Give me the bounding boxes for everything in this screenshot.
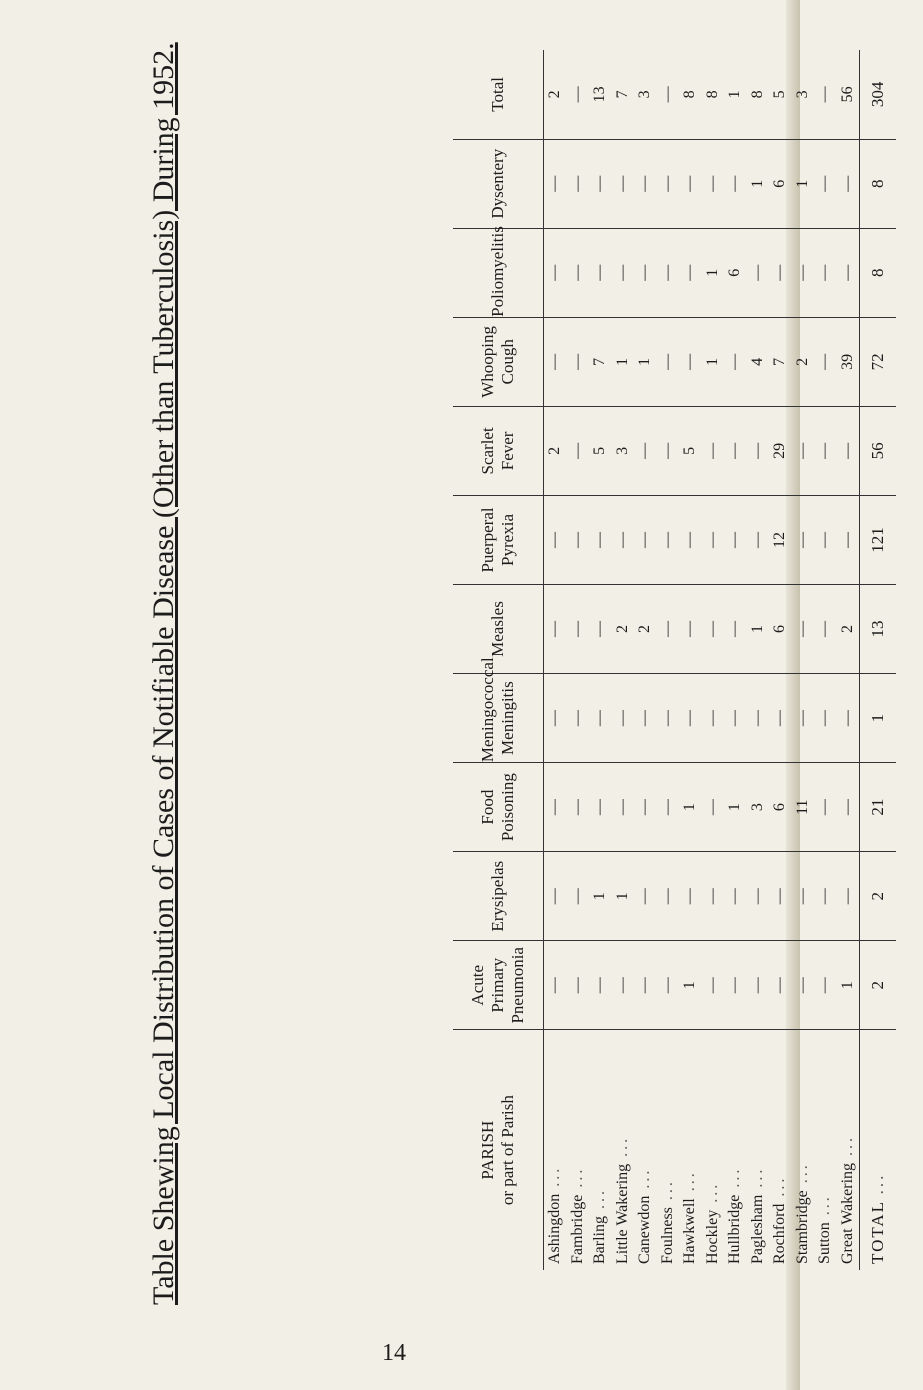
case-count-cell: 6 <box>724 228 747 317</box>
case-count-cell: — <box>837 406 860 495</box>
case-count-cell: 5 <box>589 406 612 495</box>
case-count-cell: — <box>567 763 590 852</box>
parish-name: Sutton ... <box>816 1194 834 1264</box>
case-count-cell: 1 <box>702 228 725 317</box>
case-count-cell: — <box>814 941 837 1030</box>
case-count-cell: 39 <box>837 317 860 406</box>
case-count-cell: — <box>747 852 770 941</box>
case-count-cell: — <box>544 317 567 406</box>
case-count-cell: — <box>567 317 590 406</box>
case-count-cell: 1 <box>724 50 747 139</box>
case-count-cell: — <box>567 674 590 763</box>
case-count-cell: 13 <box>589 50 612 139</box>
case-count-cell: — <box>567 495 590 584</box>
case-count-cell: — <box>589 585 612 674</box>
parish-name: Hawkwell ... <box>681 1170 699 1264</box>
case-count-cell: — <box>792 406 815 495</box>
case-count-cell: — <box>657 228 680 317</box>
table-row <box>837 50 860 1270</box>
case-count-cell: — <box>724 674 747 763</box>
case-count-cell: — <box>657 674 680 763</box>
case-count-cell: — <box>679 139 702 228</box>
table-row <box>567 50 590 1270</box>
case-count-cell: — <box>544 495 567 584</box>
case-count-cell: — <box>724 317 747 406</box>
case-count-cell: — <box>589 763 612 852</box>
case-count-cell: — <box>544 941 567 1030</box>
case-count-cell: 2 <box>792 317 815 406</box>
header-meningitis: Meningococcal Meningitis <box>453 674 544 763</box>
total-cell: 2 <box>860 941 897 1030</box>
case-count-cell: 1 <box>702 317 725 406</box>
parish-name: Great Wakering ... <box>838 1134 856 1264</box>
case-count-cell: 7 <box>769 317 792 406</box>
total-cell: 2 <box>860 852 897 941</box>
header-food-poisoning: Food Poisoning <box>453 763 544 852</box>
parish-name: Canewdon ... <box>636 1167 654 1264</box>
case-count-cell: — <box>589 941 612 1030</box>
case-count-cell: — <box>679 674 702 763</box>
case-count-cell: 56 <box>837 50 860 139</box>
case-count-cell: — <box>567 852 590 941</box>
case-count-cell: — <box>747 406 770 495</box>
case-count-cell: 6 <box>769 139 792 228</box>
parish-name: Rochford ... <box>771 1175 789 1264</box>
case-count-cell: — <box>544 852 567 941</box>
case-count-cell: — <box>679 585 702 674</box>
case-count-cell: — <box>612 941 635 1030</box>
case-count-cell: — <box>567 941 590 1030</box>
case-count-cell: 1 <box>747 139 770 228</box>
case-count-cell: — <box>544 139 567 228</box>
case-count-cell: — <box>679 317 702 406</box>
total-label: TOTAL ... <box>860 1030 897 1270</box>
table-row <box>612 50 635 1270</box>
total-cell: 21 <box>860 763 897 852</box>
case-count-cell: 8 <box>702 50 725 139</box>
case-count-cell: — <box>747 228 770 317</box>
case-count-cell: — <box>544 585 567 674</box>
case-count-cell: — <box>724 852 747 941</box>
case-count-cell: — <box>612 495 635 584</box>
table-row <box>792 50 815 1270</box>
parish-name: Stambridge ... <box>793 1162 811 1264</box>
page-title: Table Shewing Local Distribution of Cases of Notifiable Disease (Other than Tuberculosis) During 1952. <box>147 42 180 1305</box>
case-count-cell: — <box>589 495 612 584</box>
case-count-cell: — <box>612 763 635 852</box>
case-count-cell: 1 <box>792 139 815 228</box>
case-count-cell: — <box>634 852 657 941</box>
case-count-cell: — <box>634 228 657 317</box>
case-count-cell: 1 <box>837 941 860 1030</box>
parish-name: Foulness ... <box>658 1179 676 1264</box>
case-count-cell: 11 <box>792 763 815 852</box>
case-count-cell: — <box>769 228 792 317</box>
case-count-cell: 2 <box>544 406 567 495</box>
header-erysipelas: Erysipelas <box>453 852 544 941</box>
case-count-cell: — <box>814 585 837 674</box>
case-count-cell: 1 <box>634 317 657 406</box>
total-cell: 304 <box>860 50 897 139</box>
case-count-cell: — <box>837 228 860 317</box>
header-total: Total <box>453 50 544 139</box>
case-count-cell: — <box>702 674 725 763</box>
table-row <box>679 50 702 1270</box>
case-count-cell: — <box>567 50 590 139</box>
total-cell: 121 <box>860 495 897 584</box>
table-row <box>589 50 612 1270</box>
table-row <box>657 50 680 1270</box>
total-cell: 1 <box>860 674 897 763</box>
table-row <box>747 50 770 1270</box>
case-count-cell: — <box>657 585 680 674</box>
table-row <box>634 50 657 1270</box>
case-count-cell: — <box>702 585 725 674</box>
case-count-cell: — <box>612 674 635 763</box>
total-cell: 72 <box>860 317 897 406</box>
case-count-cell: — <box>724 139 747 228</box>
parish-name: Paglesham ... <box>748 1166 766 1264</box>
case-count-cell: — <box>634 406 657 495</box>
case-count-cell: — <box>747 941 770 1030</box>
case-count-cell: — <box>837 495 860 584</box>
parish-name: Ashingdon ... <box>546 1165 564 1264</box>
table-row <box>814 50 837 1270</box>
case-count-cell: 3 <box>792 50 815 139</box>
case-count-cell: — <box>544 228 567 317</box>
case-count-cell: — <box>814 406 837 495</box>
case-count-cell: — <box>567 228 590 317</box>
case-count-cell: 1 <box>724 763 747 852</box>
case-count-cell: — <box>702 406 725 495</box>
header-acute-pneumonia: Acute Primary Pneumonia <box>453 941 544 1030</box>
case-count-cell: — <box>589 139 612 228</box>
case-count-cell: 7 <box>589 317 612 406</box>
case-count-cell: 12 <box>769 495 792 584</box>
case-count-cell: — <box>702 139 725 228</box>
case-count-cell: — <box>634 495 657 584</box>
case-count-cell: — <box>544 674 567 763</box>
case-count-cell: — <box>634 674 657 763</box>
case-count-cell: — <box>634 763 657 852</box>
case-count-cell: — <box>837 763 860 852</box>
case-count-cell: — <box>634 139 657 228</box>
case-count-cell: — <box>634 941 657 1030</box>
case-count-cell: — <box>814 139 837 228</box>
case-count-cell: — <box>702 495 725 584</box>
case-count-cell: 1 <box>612 317 635 406</box>
table-row <box>702 50 725 1270</box>
case-count-cell: — <box>814 50 837 139</box>
header-dysentery: Dysentery <box>453 139 544 228</box>
parish-name: Little Wakering ... <box>613 1135 631 1264</box>
disease-distribution-table <box>453 50 923 1270</box>
case-count-cell: 3 <box>747 763 770 852</box>
case-count-cell: — <box>814 228 837 317</box>
case-count-cell: — <box>679 495 702 584</box>
case-count-cell: — <box>837 139 860 228</box>
case-count-cell: 2 <box>837 585 860 674</box>
case-count-cell: — <box>792 228 815 317</box>
total-cell: 8 <box>860 228 897 317</box>
case-count-cell: 1 <box>589 852 612 941</box>
case-count-cell: 2 <box>612 585 635 674</box>
case-count-cell: 2 <box>634 585 657 674</box>
case-count-cell: — <box>657 50 680 139</box>
case-count-cell: — <box>769 852 792 941</box>
case-count-cell: — <box>792 941 815 1030</box>
case-count-cell: — <box>702 763 725 852</box>
table-row <box>544 50 567 1270</box>
case-count-cell: — <box>657 852 680 941</box>
case-count-cell: — <box>657 139 680 228</box>
case-count-cell: — <box>837 674 860 763</box>
case-count-cell: — <box>657 317 680 406</box>
total-cell: 8 <box>860 139 897 228</box>
table-body <box>544 50 897 1270</box>
total-row <box>860 50 897 1270</box>
case-count-cell: 5 <box>769 50 792 139</box>
table-row <box>724 50 747 1270</box>
total-cell: 56 <box>860 406 897 495</box>
case-count-cell: 1 <box>747 585 770 674</box>
table-row <box>769 50 792 1270</box>
header-parish: PARISH or part of Parish <box>453 1030 544 1270</box>
case-count-cell: — <box>724 495 747 584</box>
case-count-cell: — <box>567 585 590 674</box>
total-cell: 13 <box>860 585 897 674</box>
case-count-cell: — <box>814 852 837 941</box>
case-count-cell: — <box>792 495 815 584</box>
case-count-cell: 1 <box>679 941 702 1030</box>
case-count-cell: — <box>657 495 680 584</box>
case-count-cell: — <box>589 228 612 317</box>
case-count-cell: — <box>544 763 567 852</box>
case-count-cell: 6 <box>769 763 792 852</box>
case-count-cell: 29 <box>769 406 792 495</box>
case-count-cell: — <box>657 406 680 495</box>
case-count-cell: 1 <box>679 763 702 852</box>
case-count-cell: — <box>769 674 792 763</box>
case-count-cell: — <box>814 763 837 852</box>
case-count-cell: 5 <box>679 406 702 495</box>
case-count-cell: — <box>657 941 680 1030</box>
case-count-cell: — <box>567 139 590 228</box>
case-count-cell: — <box>814 495 837 584</box>
case-count-cell: 7 <box>612 50 635 139</box>
case-count-cell: — <box>747 674 770 763</box>
header-puerperal-pyrexia: Puerperal Pyrexia <box>453 495 544 584</box>
case-count-cell: — <box>792 585 815 674</box>
case-count-cell: 1 <box>612 852 635 941</box>
case-count-cell: — <box>679 228 702 317</box>
case-count-cell: — <box>567 406 590 495</box>
case-count-cell: — <box>814 317 837 406</box>
header-row <box>453 50 544 1270</box>
case-count-cell: 4 <box>747 317 770 406</box>
case-count-cell: — <box>792 852 815 941</box>
case-count-cell: 3 <box>612 406 635 495</box>
case-count-cell: — <box>724 406 747 495</box>
header-scarlet-fever: Scarlet Fever <box>453 406 544 495</box>
parish-name: Hullbridge ... <box>726 1166 744 1264</box>
case-count-cell: — <box>657 763 680 852</box>
case-count-cell: 2 <box>544 50 567 139</box>
header-poliomyelitis: Poliomyelitis <box>453 228 544 317</box>
case-count-cell: 8 <box>747 50 770 139</box>
case-count-cell: — <box>612 228 635 317</box>
case-count-cell: 6 <box>769 585 792 674</box>
parish-name: Barling ... <box>591 1188 609 1264</box>
case-count-cell: — <box>837 852 860 941</box>
header-measles: Measles <box>453 585 544 674</box>
parish-name: Fambridge ... <box>568 1166 586 1264</box>
page-number: 14 <box>382 1340 406 1366</box>
case-count-cell: — <box>679 852 702 941</box>
case-count-cell: — <box>612 139 635 228</box>
case-count-cell: 3 <box>634 50 657 139</box>
case-count-cell: — <box>702 852 725 941</box>
case-count-cell: — <box>769 941 792 1030</box>
case-count-cell: — <box>724 585 747 674</box>
case-count-cell: 8 <box>679 50 702 139</box>
case-count-cell: — <box>792 674 815 763</box>
header-whooping-cough: Whooping Cough <box>453 317 544 406</box>
case-count-cell: — <box>814 674 837 763</box>
case-count-cell: — <box>747 495 770 584</box>
parish-name: Hockley ... <box>703 1181 721 1264</box>
case-count-cell: — <box>724 941 747 1030</box>
case-count-cell: — <box>589 674 612 763</box>
case-count-cell: — <box>702 941 725 1030</box>
